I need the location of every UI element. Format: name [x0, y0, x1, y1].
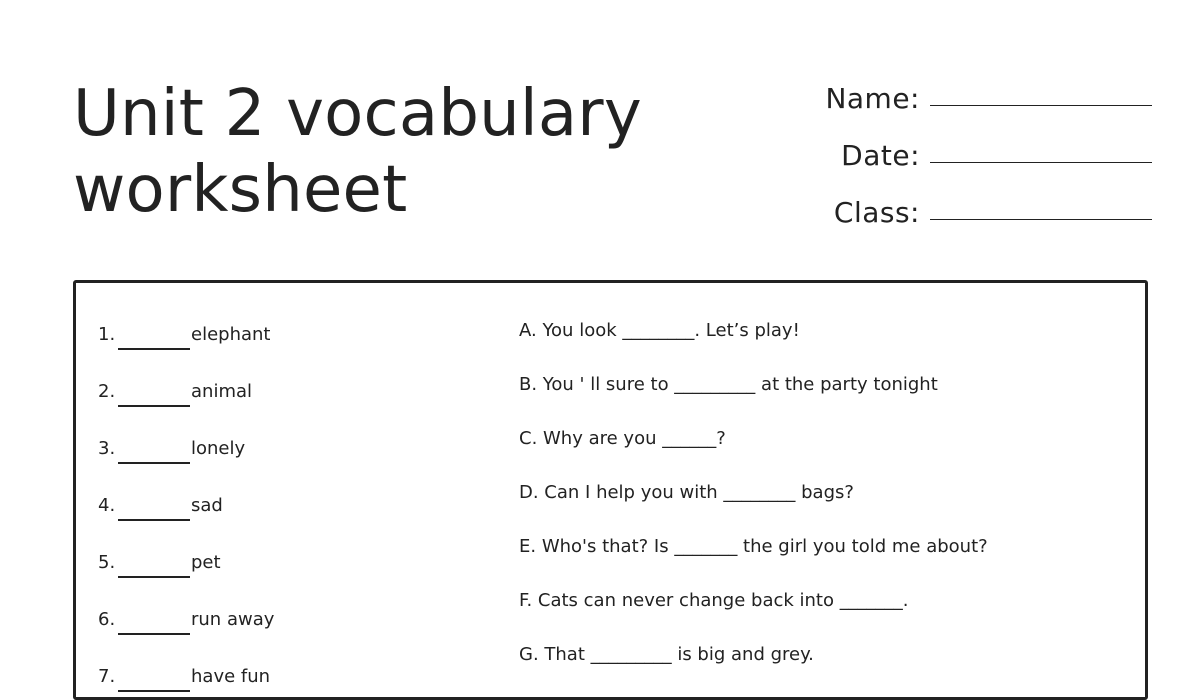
sentence-item: C. Why are you ______? — [519, 428, 726, 449]
item-number: 3. — [98, 438, 116, 459]
vocabulary-word: pet — [191, 552, 221, 573]
name-blank[interactable] — [930, 105, 1152, 106]
answer-blank[interactable] — [118, 519, 190, 521]
vocabulary-word: elephant — [191, 324, 271, 345]
name-label: Name: — [825, 82, 920, 115]
item-number: 5. — [98, 552, 116, 573]
date-label: Date: — [841, 139, 920, 172]
sentence-item: F. Cats can never change back into _______. — [519, 590, 909, 611]
sentence-item: A. You look ________. Let’s play! — [519, 320, 800, 341]
answer-blank[interactable] — [118, 348, 190, 350]
sentence-item: E. Who's that? Is _______ the girl you told me about? — [519, 536, 988, 557]
vocabulary-item — [98, 318, 274, 348]
class-blank[interactable] — [930, 219, 1152, 220]
vocabulary-item — [98, 519, 274, 576]
vocabulary-list — [98, 318, 274, 690]
name-row — [825, 76, 1152, 118]
item-number: 1. — [98, 324, 116, 345]
item-number: 6. — [98, 609, 116, 630]
sentence-item: G. That _________ is big and grey. — [519, 644, 814, 665]
answer-blank[interactable] — [118, 576, 190, 578]
answer-blank[interactable] — [118, 462, 190, 464]
class-row — [825, 175, 1152, 232]
sentence-item: B. You ' ll sure to _________ at the party tonight — [519, 374, 938, 395]
item-number: 4. — [98, 495, 116, 516]
answer-blank[interactable] — [118, 690, 190, 692]
worksheet-title — [73, 76, 713, 228]
vocabulary-word: have fun — [191, 666, 271, 687]
sentence-list — [519, 318, 988, 696]
answer-blank[interactable] — [118, 633, 190, 635]
student-info — [825, 76, 1152, 232]
vocabulary-item — [98, 348, 274, 405]
title-line-1: Unit 2 vocabulary — [73, 77, 642, 151]
item-number: 2. — [98, 381, 116, 402]
sentence-item: D. Can I help you with ________ bags? — [519, 482, 854, 503]
answer-blank[interactable] — [118, 405, 190, 407]
vocabulary-item — [98, 633, 274, 690]
date-blank[interactable] — [930, 162, 1152, 163]
date-row — [825, 118, 1152, 175]
vocabulary-item — [98, 576, 274, 633]
class-label: Class: — [833, 196, 920, 229]
vocabulary-word: animal — [191, 381, 253, 402]
vocabulary-word: sad — [191, 495, 223, 516]
item-number: 7. — [98, 666, 116, 687]
vocabulary-word: run away — [191, 609, 275, 630]
vocabulary-word: lonely — [191, 438, 246, 459]
vocabulary-item — [98, 462, 274, 519]
title-line-2: worksheet — [73, 153, 408, 227]
vocabulary-item — [98, 405, 274, 462]
